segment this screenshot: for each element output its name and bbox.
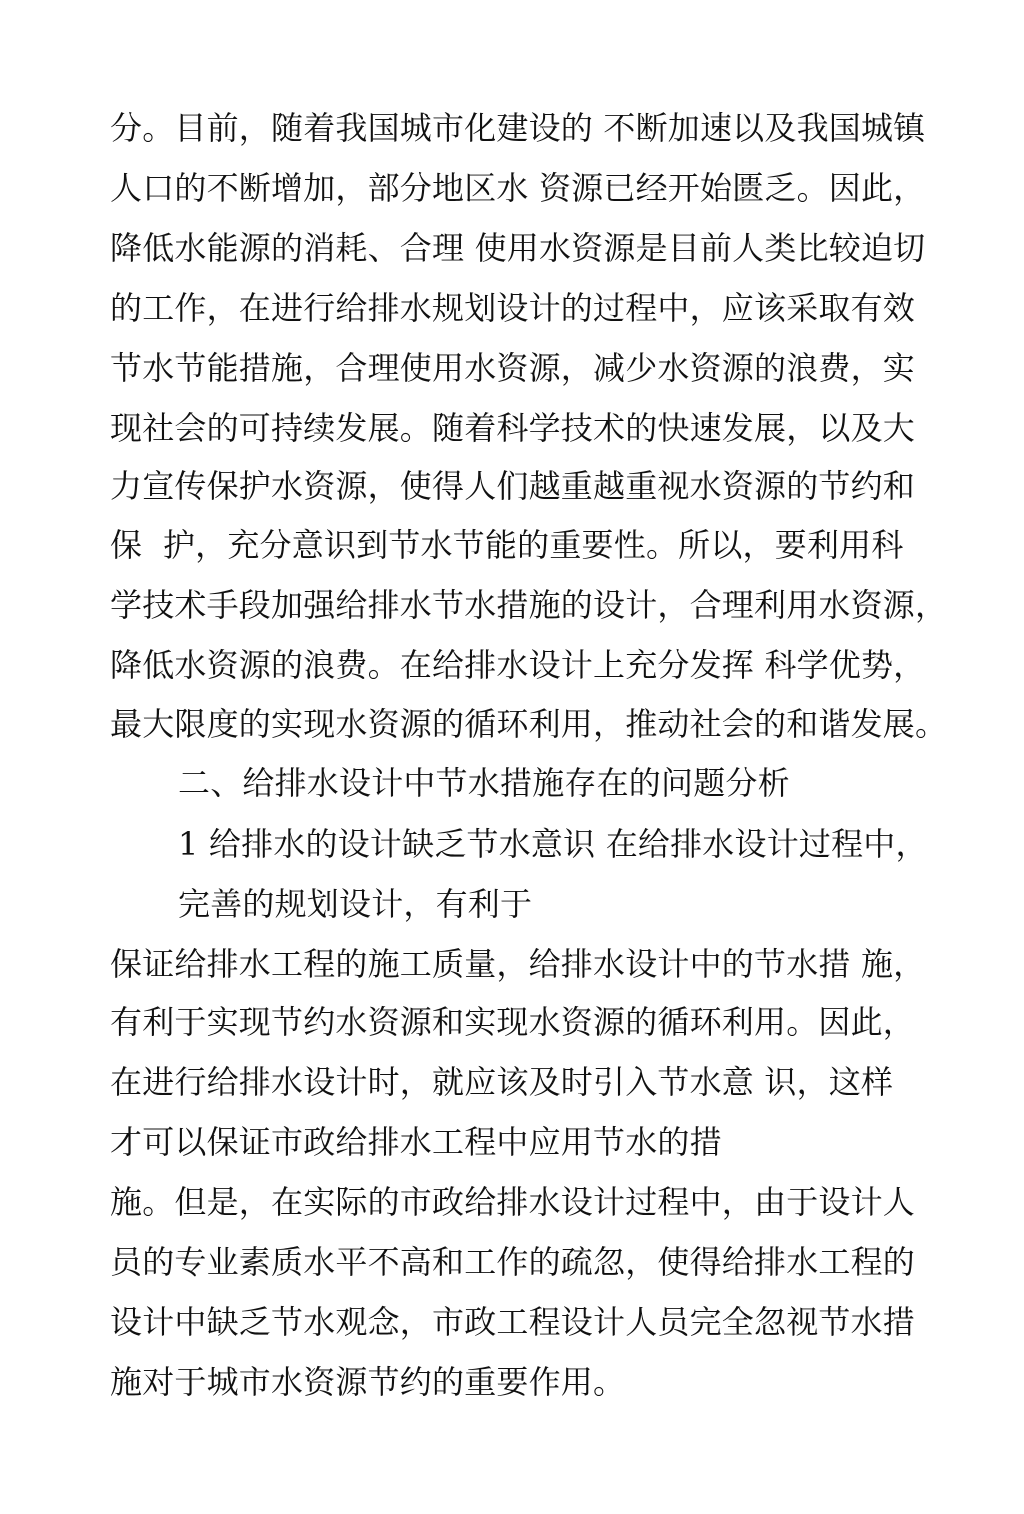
text-line: 力宣传保护水资源，使得人们越重越重视水资源的节约和 <box>110 467 916 505</box>
text-line: 施。但是，在实际的市政给排水设计过程中，由于设计人 <box>110 1183 916 1221</box>
text-line: 设计中缺乏节水观念，市政工程设计人员完全忽视节水措 <box>110 1303 916 1341</box>
text-line: 才可以保证市政给排水工程中应用节水的措 <box>110 1123 722 1161</box>
text-line: 保 护，充分意识到节水节能的重要性。所以，要利用科 <box>110 526 904 564</box>
text-line: 施对于城市水资源节约的重要作用。 <box>110 1363 626 1401</box>
subsection-heading: 1 给排水的设计缺乏节水意识 在给排水设计过程中， <box>178 825 928 863</box>
text-line: 完善的规划设计，有利于 <box>178 885 533 923</box>
text-line: 学技术手段加强给排水节水措施的设计，合理利用水资源， <box>110 586 948 624</box>
text-line: 员的专业素质水平不高和工作的疏忽，使得给排水工程的 <box>110 1243 916 1281</box>
text-line: 分。目前，随着我国城市化建设的 不断加速以及我国城镇 <box>110 109 926 147</box>
text-line: 的工作，在进行给排水规划设计的过程中，应该采取有效 <box>110 289 916 327</box>
text-line: 保证给排水工程的施工质量，给排水设计中的节水措 施， <box>110 945 926 983</box>
text-line: 最大限度的实现水资源的循环利用，推动社会的和谐发展。 <box>110 705 948 743</box>
text-line: 降低水资源的浪费。在给排水设计上充分发挥 科学优势， <box>110 646 926 684</box>
text-line: 人口的不断增加，部分地区水 资源已经开始匮乏。因此， <box>110 169 926 207</box>
text-line: 节水节能措施，合理使用水资源，减少水资源的浪费，实 <box>110 349 916 387</box>
text-line: 有利于实现节约水资源和实现水资源的循环利用。因此， <box>110 1003 916 1041</box>
text-line: 降低水能源的消耗、合理 使用水资源是目前人类比较迫切 <box>110 229 926 267</box>
section-heading: 二、给排水设计中节水措施存在的问题分析 <box>178 764 790 802</box>
text-line: 现社会的可持续发展。随着科学技术的快速发展，以及大 <box>110 409 916 447</box>
text-line: 在进行给排水设计时，就应该及时引入节水意 识，这样 <box>110 1063 894 1101</box>
